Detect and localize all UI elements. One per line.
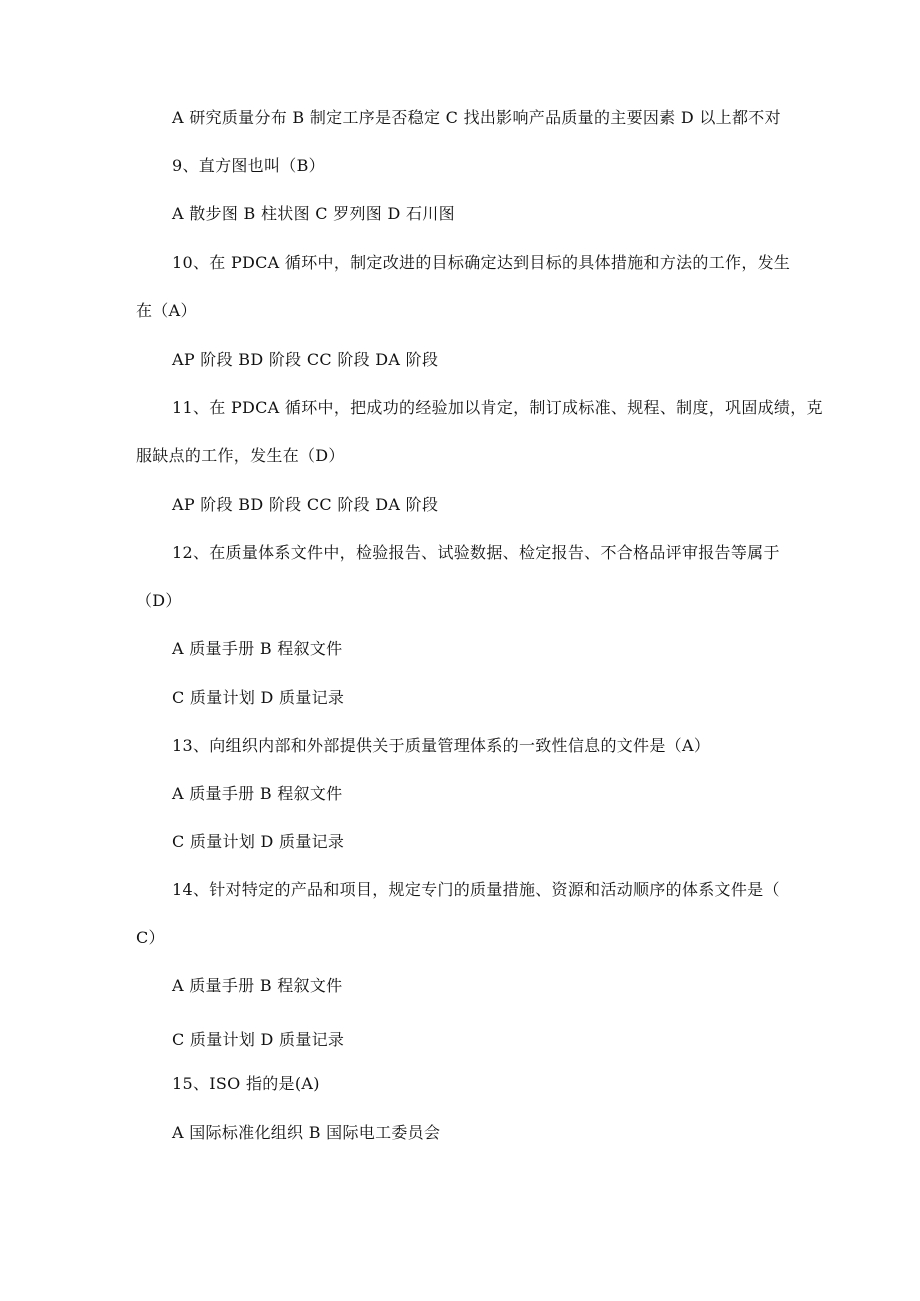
options-line-q14-a: A 质量手册 B 程叙文件: [172, 976, 343, 995]
options-line-q13-b: C 质量计划 D 质量记录: [172, 832, 345, 851]
question-10-continuation: 在（A）: [136, 301, 197, 320]
question-14: 14、针对特定的产品和项目，规定专门的质量措施、资源和活动顺序的体系文件是（: [172, 880, 780, 899]
options-line-q8: A 研究质量分布 B 制定工序是否稳定 C 找出影响产品质量的主要因素 D 以上都不对: [172, 108, 781, 127]
options-line-q12-a: A 质量手册 B 程叙文件: [172, 639, 343, 658]
question-13: 13、向组织内部和外部提供关于质量管理体系的一致性信息的文件是（A）: [172, 736, 711, 755]
options-line-q14-b: C 质量计划 D 质量记录: [172, 1030, 345, 1049]
question-9: 9、直方图也叫（B）: [172, 156, 325, 175]
options-line-q10: AP 阶段 BD 阶段 CC 阶段 DA 阶段: [172, 350, 439, 369]
options-line-q12-b: C 质量计划 D 质量记录: [172, 688, 345, 707]
options-line-q13-a: A 质量手册 B 程叙文件: [172, 784, 343, 803]
question-12-continuation: （D）: [136, 591, 182, 610]
options-line-q11: AP 阶段 BD 阶段 CC 阶段 DA 阶段: [172, 495, 439, 514]
question-11: 11、在 PDCA 循环中，把成功的经验加以肯定，制订成标准、规程、制度，巩固成绩，克: [172, 398, 823, 417]
options-line-q15: A 国际标准化组织 B 国际电工委员会: [172, 1123, 441, 1142]
question-15: 15、ISO 指的是(A): [172, 1074, 320, 1093]
question-14-continuation: C）: [136, 928, 165, 947]
question-12: 12、在质量体系文件中，检验报告、试验数据、检定报告、不合格品评审报告等属于: [172, 543, 780, 562]
options-line-q9: A 散步图 B 柱状图 C 罗列图 D 石川图: [172, 204, 455, 223]
question-10: 10、在 PDCA 循环中，制定改进的目标确定达到目标的具体措施和方法的工作，发生: [172, 253, 791, 272]
question-11-continuation: 服缺点的工作，发生在（D）: [136, 446, 345, 465]
